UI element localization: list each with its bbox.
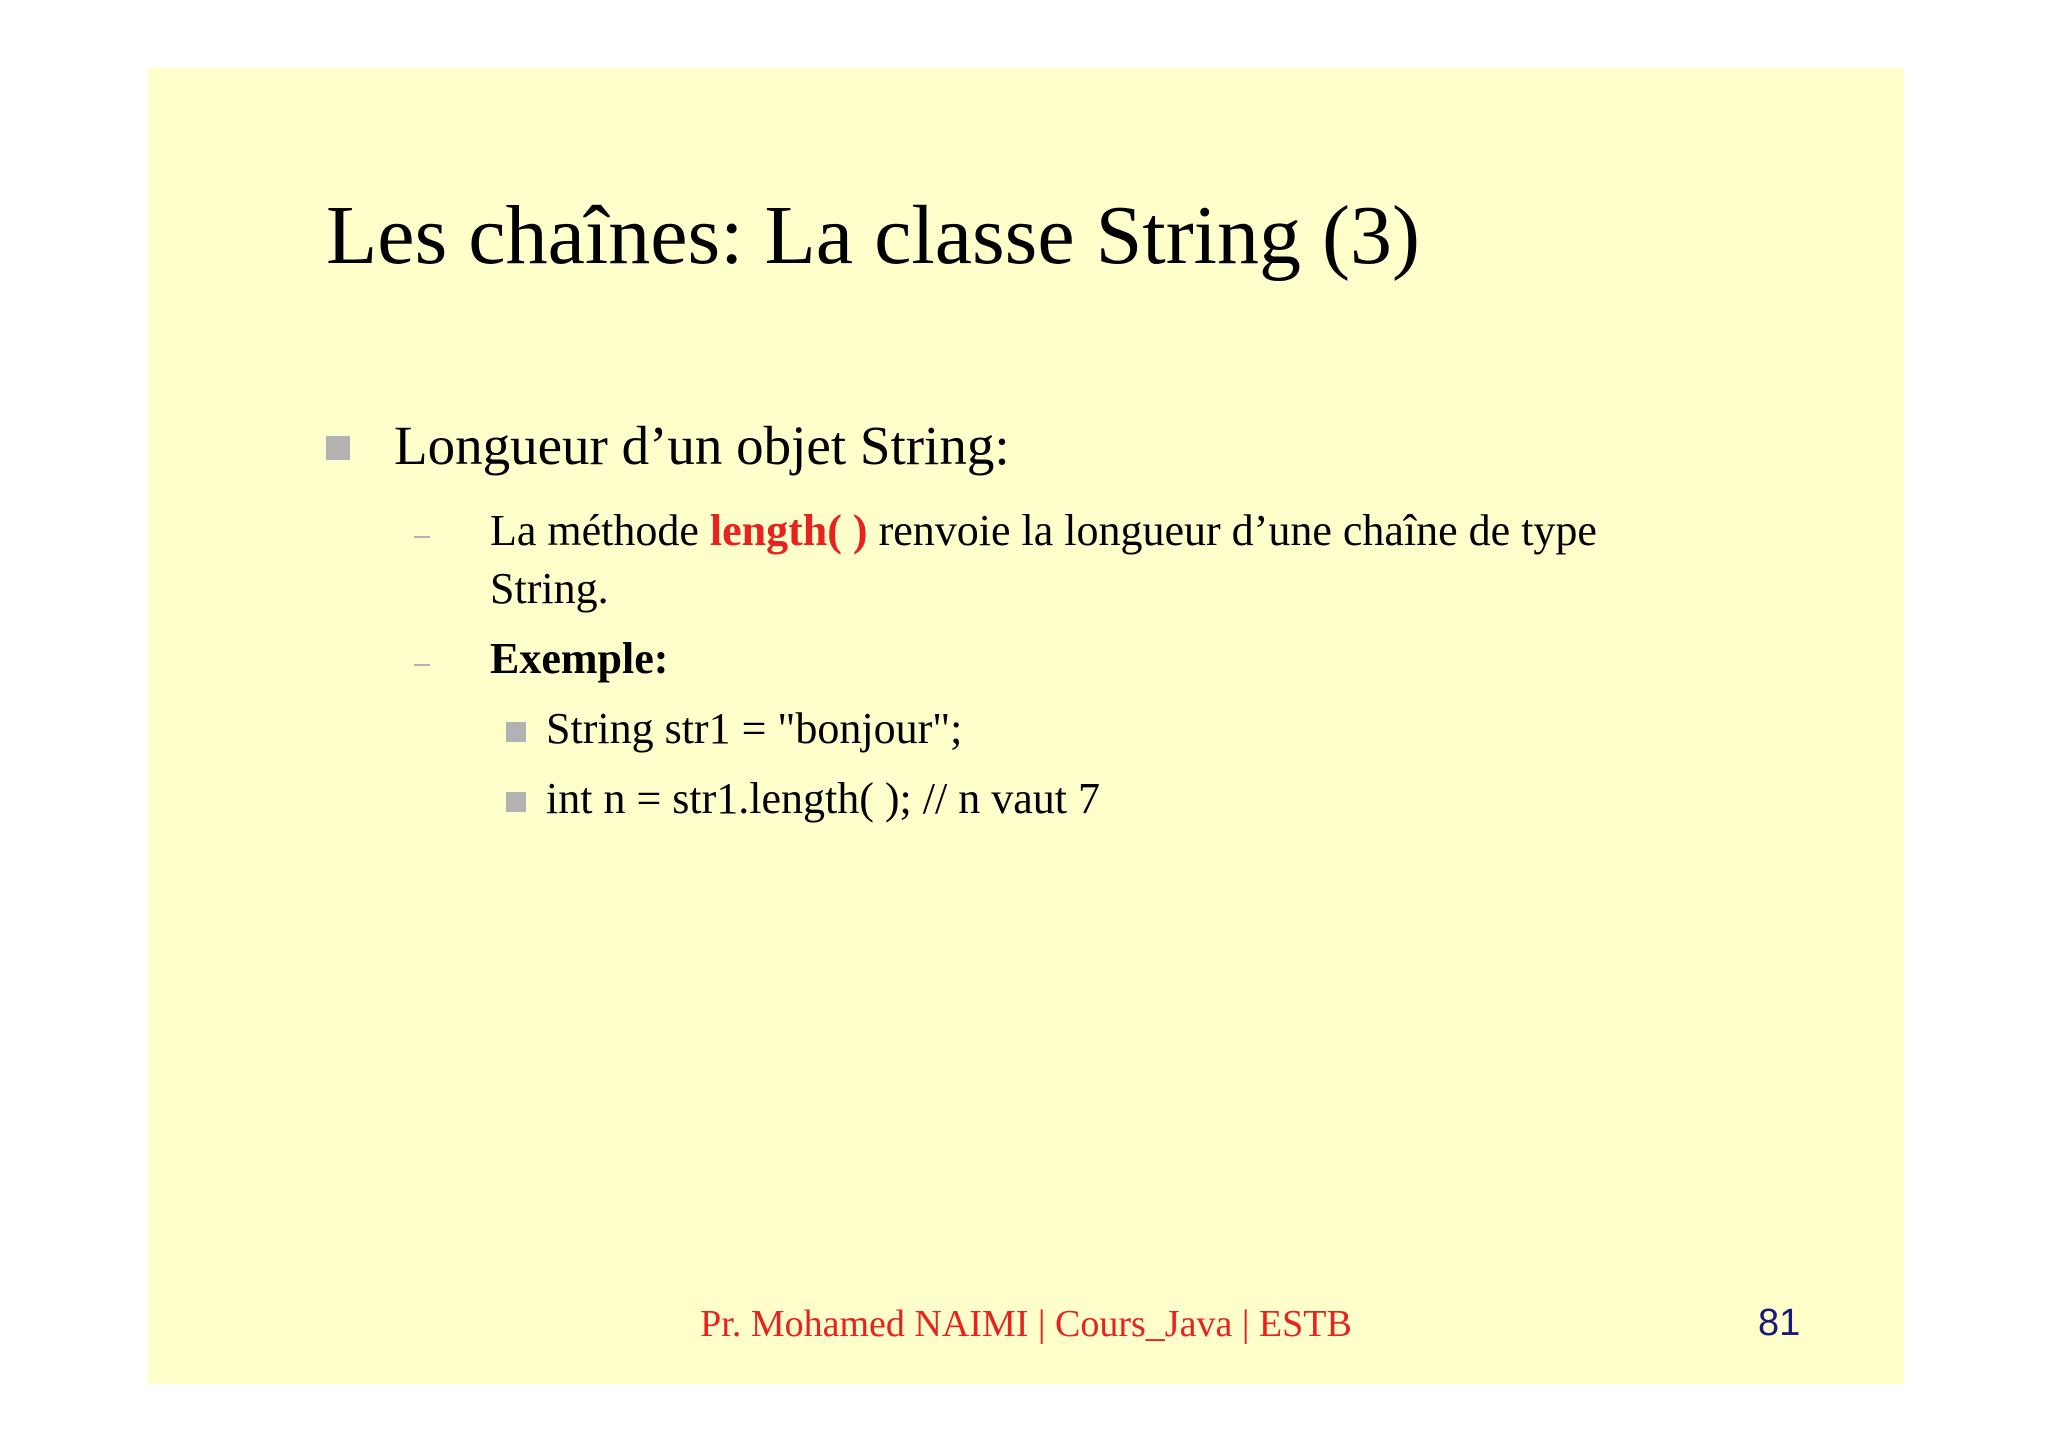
dash-bullet-icon [414,664,430,666]
bullet-text: Longueur d’un objet String: [394,415,1010,476]
slide [148,68,1904,1384]
square-bullet-icon [506,792,526,812]
slide-title: Les chaînes: La classe String (3) [326,189,1420,282]
example-label: Exemple: [490,634,669,683]
dash-bullet-icon [414,536,430,538]
code-text: String str1 = "bonjour"; [546,704,963,753]
page-number: 81 [1758,1302,1801,1344]
method-name-highlight: length( ) [709,506,868,555]
square-bullet-icon [326,436,350,460]
sub-text-before: La méthode [490,506,710,555]
slide-footer: Pr. Mohamed NAIMI | Cours_Java | ESTB [700,1303,1352,1345]
sub-item-text [490,502,1710,618]
code-text: int n = str1.length( ); // n vaut 7 [546,774,1100,823]
square-bullet-icon [506,722,526,742]
sub-text-after: renvoie la longueur d’une chaîne de type String. [490,506,1597,613]
